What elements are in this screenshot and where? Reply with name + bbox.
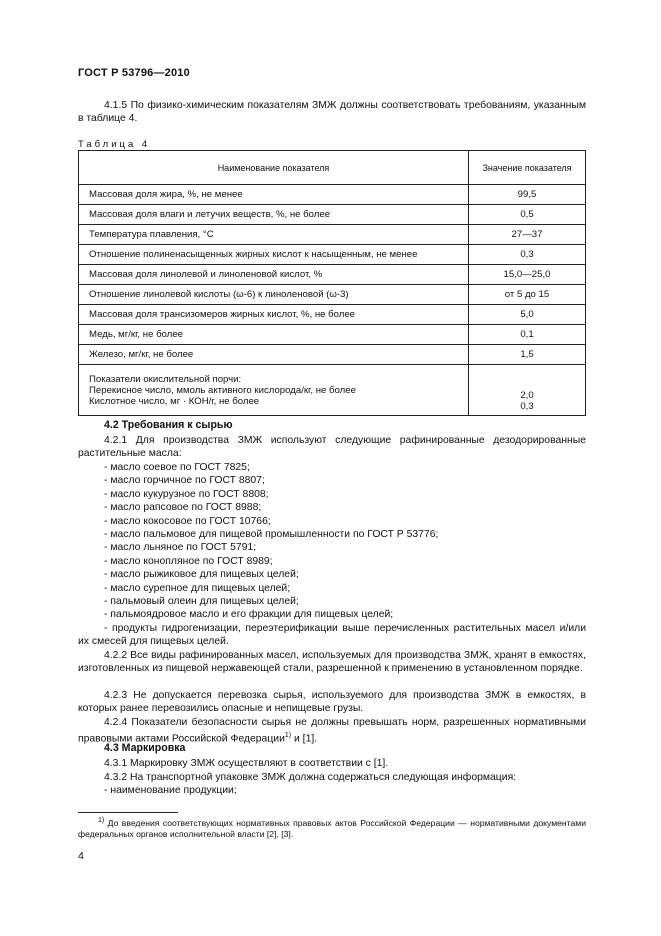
page-header: ГОСТ Р 53796—2010 <box>78 67 190 79</box>
section-4-2-title: 4.2 Требования к сырью <box>104 419 233 431</box>
indicator-name: Железо, мг/кг, не более <box>79 345 469 365</box>
oxidation-values <box>469 365 586 416</box>
table-row <box>79 305 586 325</box>
table-caption: Таблица 4 <box>78 139 151 150</box>
paragraph-4-3-1: 4.3.1 Маркировку ЗМЖ осуществляют в соответствии с [1]. <box>104 758 389 769</box>
list-item: - масло кокосовое по ГОСТ 10766; <box>104 515 586 528</box>
indicator-name: Отношение полиненасыщенных жирных кислот к насыщенным, не менее <box>79 245 469 265</box>
list-item: - пальмовый олеин для пищевых целей; <box>104 595 586 608</box>
indicator-value: 15,0—25,0 <box>469 265 586 285</box>
list-item: - масло конопляное по ГОСТ 8989; <box>104 555 586 568</box>
table-row <box>79 345 586 365</box>
list-item: - наименование продукции; <box>104 785 237 796</box>
list-item: - масло сурепное для пищевых целей; <box>104 582 586 595</box>
list-item: - пальмоядровое масло и его фракции для пищевых целей; <box>104 608 586 621</box>
table-row <box>79 245 586 265</box>
acid-value: 0,3 <box>520 401 534 412</box>
paragraph-4-2-3: 4.2.3 Не допускается перевозка сырья, используемого для производства ЗМЖ в емкостях, в которых ранее перевозились опасные и непищевые грузы. <box>78 690 586 715</box>
indicator-value: от 5 до 15 <box>469 285 586 305</box>
list-item: - масло рыжиковое для пищевых целей; <box>104 568 586 581</box>
oxidation-title: Показатели окислительной порчи: <box>89 373 242 385</box>
oxidation-indicators <box>79 365 469 416</box>
list-item-last: - продукты гидрогенизации, переэтерификации выше перечисленных растительных масел и/или их смесей для пищевых целей. <box>78 623 586 648</box>
indicator-value: 0,1 <box>469 325 586 345</box>
table-row <box>79 265 586 285</box>
paragraph-4-3-2: 4.3.2 На транспортной упаковке ЗМЖ должна содержаться следующая информация: <box>104 772 517 783</box>
oil-list <box>104 461 586 622</box>
footnote-mark: 1) <box>98 817 105 824</box>
table-row <box>79 185 586 205</box>
table-row <box>79 325 586 345</box>
footnote-divider <box>78 812 178 813</box>
paragraph-4-2-2: 4.2.2 Все виды рафинированных масел, используемых для производства ЗМЖ, хранят в емкостях, изготовленных из пищевой нержавеющей стали, разрешенной к применению в установленном порядке. <box>78 650 586 675</box>
table-row-oxidation <box>79 365 586 416</box>
list-item: - масло кукурузное по ГОСТ 8808; <box>104 488 586 501</box>
list-item: - масло пальмовое для пищевой промышленности по ГОСТ Р 53776; <box>104 528 586 541</box>
paragraph-4-1-5: 4.1.5 По физико-химическим показателям ЗМЖ должны соответствовать требованиям, указанным в таблице 4. <box>78 100 586 125</box>
indicator-name: Массовая доля трансизомеров жирных кислот, %, не более <box>79 305 469 325</box>
list-item: - масло рапсовое по ГОСТ 8988; <box>104 501 586 514</box>
indicator-value: 99,5 <box>469 185 586 205</box>
table-row <box>79 205 586 225</box>
table-row <box>79 285 586 305</box>
paragraph-4-2-4: 4.2.4 Показатели безопасности сырья не должны превышать норм, разрешенных нормативными правовыми актами Российской Федерации$^{1)}$ и [1]. <box>78 717 586 745</box>
table-row <box>79 225 586 245</box>
indicator-name: Массовая доля жира, %, не менее <box>79 185 469 205</box>
indicator-value: 1,5 <box>469 345 586 365</box>
indicator-name: Температура плавления, °С <box>79 225 469 245</box>
list-item: - масло соевое по ГОСТ 7825; <box>104 461 586 474</box>
peroxide-name: Перекисное число, ммоль активного кислорода/кг, не более <box>89 384 356 396</box>
column-header-value: Значение показателя <box>469 151 586 185</box>
indicator-value: 0,5 <box>469 205 586 225</box>
acid-name: Кислотное число, мг · КОН/г, не более <box>89 395 260 407</box>
column-header-name: Наименование показателя <box>79 151 469 185</box>
indicator-value: 0,3 <box>469 245 586 265</box>
indicator-value: 5,0 <box>469 305 586 325</box>
indicator-name: Медь, мг/кг, не более <box>79 325 469 345</box>
footnote: $^{1)}$ До введения соответствующих нормативных правовых актов Российской Федерации — нормативными документами федеральных органов исполнительной власти [2], [3]. <box>78 817 586 840</box>
section-4-3-title: 4.3 Маркировка <box>104 742 186 754</box>
indicator-value: 27—37 <box>469 225 586 245</box>
list-item: - масло горчичное по ГОСТ 8807; <box>104 474 586 487</box>
indicator-name: Массовая доля линолевой и линоленовой кислот, % <box>79 265 469 285</box>
peroxide-value: 2,0 <box>520 390 534 401</box>
page-number: 4 <box>78 850 84 862</box>
specification-table <box>78 150 586 416</box>
indicator-name: Массовая доля влаги и летучих веществ, %, не более <box>79 205 469 225</box>
footnote-ref: 1) <box>284 732 292 740</box>
list-item: - масло льняное по ГОСТ 5791; <box>104 541 586 554</box>
indicator-name: Отношение линолевой кислоты (ω-6) к линоленовой (ω-3) <box>79 285 469 305</box>
paragraph-4-2-1: 4.2.1 Для производства ЗМЖ используют следующие рафинированные дезодорированные растительные масла: <box>78 435 586 460</box>
